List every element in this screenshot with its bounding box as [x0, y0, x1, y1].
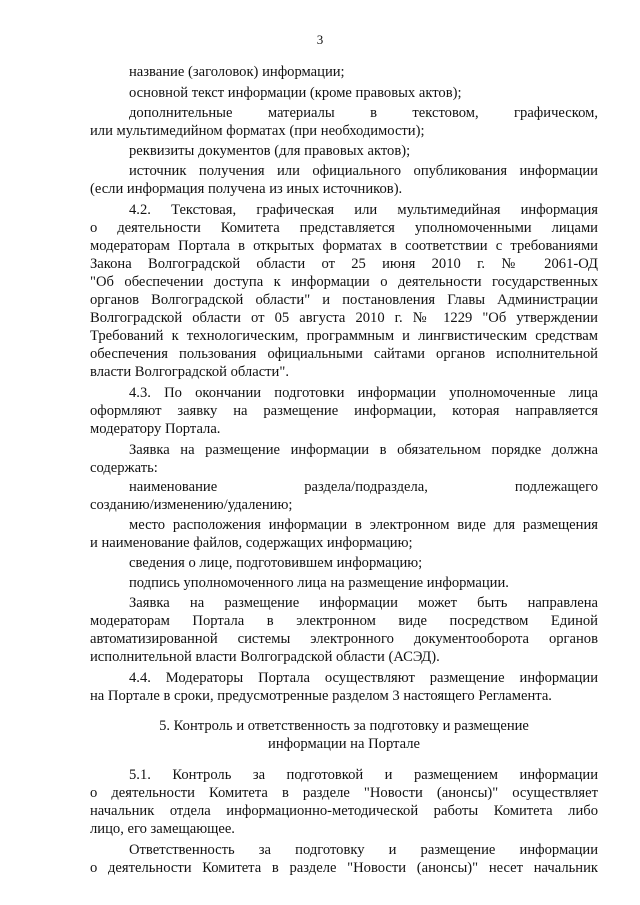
paragraph-4-2-line: Закона Волгоградской области от 25 июня 2010 г. № 2061-ОД [90, 256, 598, 272]
paragraph-5-1-line: о деятельности Комитета в разделе "Новости (анонсы)" осуществляет [90, 785, 598, 801]
paragraph-4-4-line: на Портале в сроки, предусмотренные разделом 3 настоящего Регламента. [90, 688, 552, 704]
list-item-title: название (заголовок) информации; [129, 64, 345, 80]
request-item-location-cont: и наименование файлов, содержащих информацию; [90, 535, 413, 551]
paragraph-4-3-line: модератору Портала. [90, 421, 221, 437]
list-item-source-cont: (если информация получена из иных источников). [90, 181, 403, 197]
request-item-signature: подпись уполномоченного лица на размещение информации. [129, 575, 509, 591]
request-item-section-name: наименование раздела/подраздела, подлежащего [129, 479, 598, 495]
request-sending-paragraph: Заявка на размещение информации может быть направлена [129, 595, 598, 611]
paragraph-4-2-line: о деятельности Комитета представляется уполномоченными лицами [90, 220, 598, 236]
paragraph-5-1-line: лицо, его замещающее. [90, 821, 235, 837]
paragraph-4-2-line: власти Волгоградской области". [90, 364, 289, 380]
paragraph-4-2-line: "Об обеспечении доступа к информации о деятельности государственных [90, 274, 598, 290]
list-item-requisites: реквизиты документов (для правовых актов); [129, 143, 411, 159]
paragraph-5-1-line: начальник отдела информационно-методической работы Комитета либо [90, 803, 598, 819]
paragraph-4-4: 4.4. Модераторы Портала осуществляют размещение информации [129, 670, 598, 686]
request-sending-line: исполнительной власти Волгоградской области (АСЭД). [90, 649, 440, 665]
request-paragraph-line: содержать: [90, 460, 158, 476]
responsibility-paragraph: Ответственность за подготовку и размещение информации [129, 842, 598, 858]
paragraph-5-1: 5.1. Контроль за подготовкой и размещением информации [129, 767, 598, 783]
list-item-additional-materials: дополнительные материалы в текстовом, графическом, [129, 105, 598, 121]
responsibility-paragraph-line: о деятельности Комитета в разделе "Новости (анонсы)" несет начальник [90, 860, 598, 876]
paragraph-4-2: 4.2. Текстовая, графическая или мультимедийная информация [129, 202, 598, 218]
request-sending-line: модераторам Портала в электронном виде посредством Единой [90, 613, 598, 629]
request-item-person: сведения о лице, подготовившем информацию; [129, 555, 423, 571]
request-item-section-name-cont: созданию/изменению/удалению; [90, 497, 293, 513]
list-item-additional-materials-cont: или мультимедийном форматах (при необходимости); [90, 123, 425, 139]
paragraph-4-3-line: оформляют заявку на размещение информации, которая направляется [90, 403, 598, 419]
paragraph-4-2-line: Требований к технологическим, программным и лингвистическим средствам [90, 328, 598, 344]
request-paragraph: Заявка на размещение информации в обязательном порядке должна [129, 442, 598, 458]
paragraph-4-2-line: Волгоградской области от 05 августа 2010 г. № 1229 "Об утверждении [90, 310, 598, 326]
paragraph-4-3: 4.3. По окончании подготовки информации уполномоченные лица [129, 385, 598, 401]
section-5-heading-cont: информации на Портале [268, 736, 420, 752]
request-item-location: место расположения информации в электронном виде для размещения [129, 517, 598, 533]
paragraph-4-2-line: обеспечения пользования официальными сайтами органов исполнительной [90, 346, 598, 362]
section-5-heading: 5. Контроль и ответственность за подготовку и размещение [159, 718, 529, 734]
page-number: 3 [316, 32, 324, 47]
paragraph-4-2-line: модераторам Портала в открытых форматах в соответствии с требованиями [90, 238, 598, 254]
list-item-source: источник получения или официального опубликования информации [129, 163, 598, 179]
request-sending-line: автоматизированной системы электронного документооборота органов [90, 631, 598, 647]
list-item-main-text: основной текст информации (кроме правовых актов); [129, 85, 462, 101]
paragraph-4-2-line: органов Волгоградской области" и постановления Главы Администрации [90, 292, 598, 308]
